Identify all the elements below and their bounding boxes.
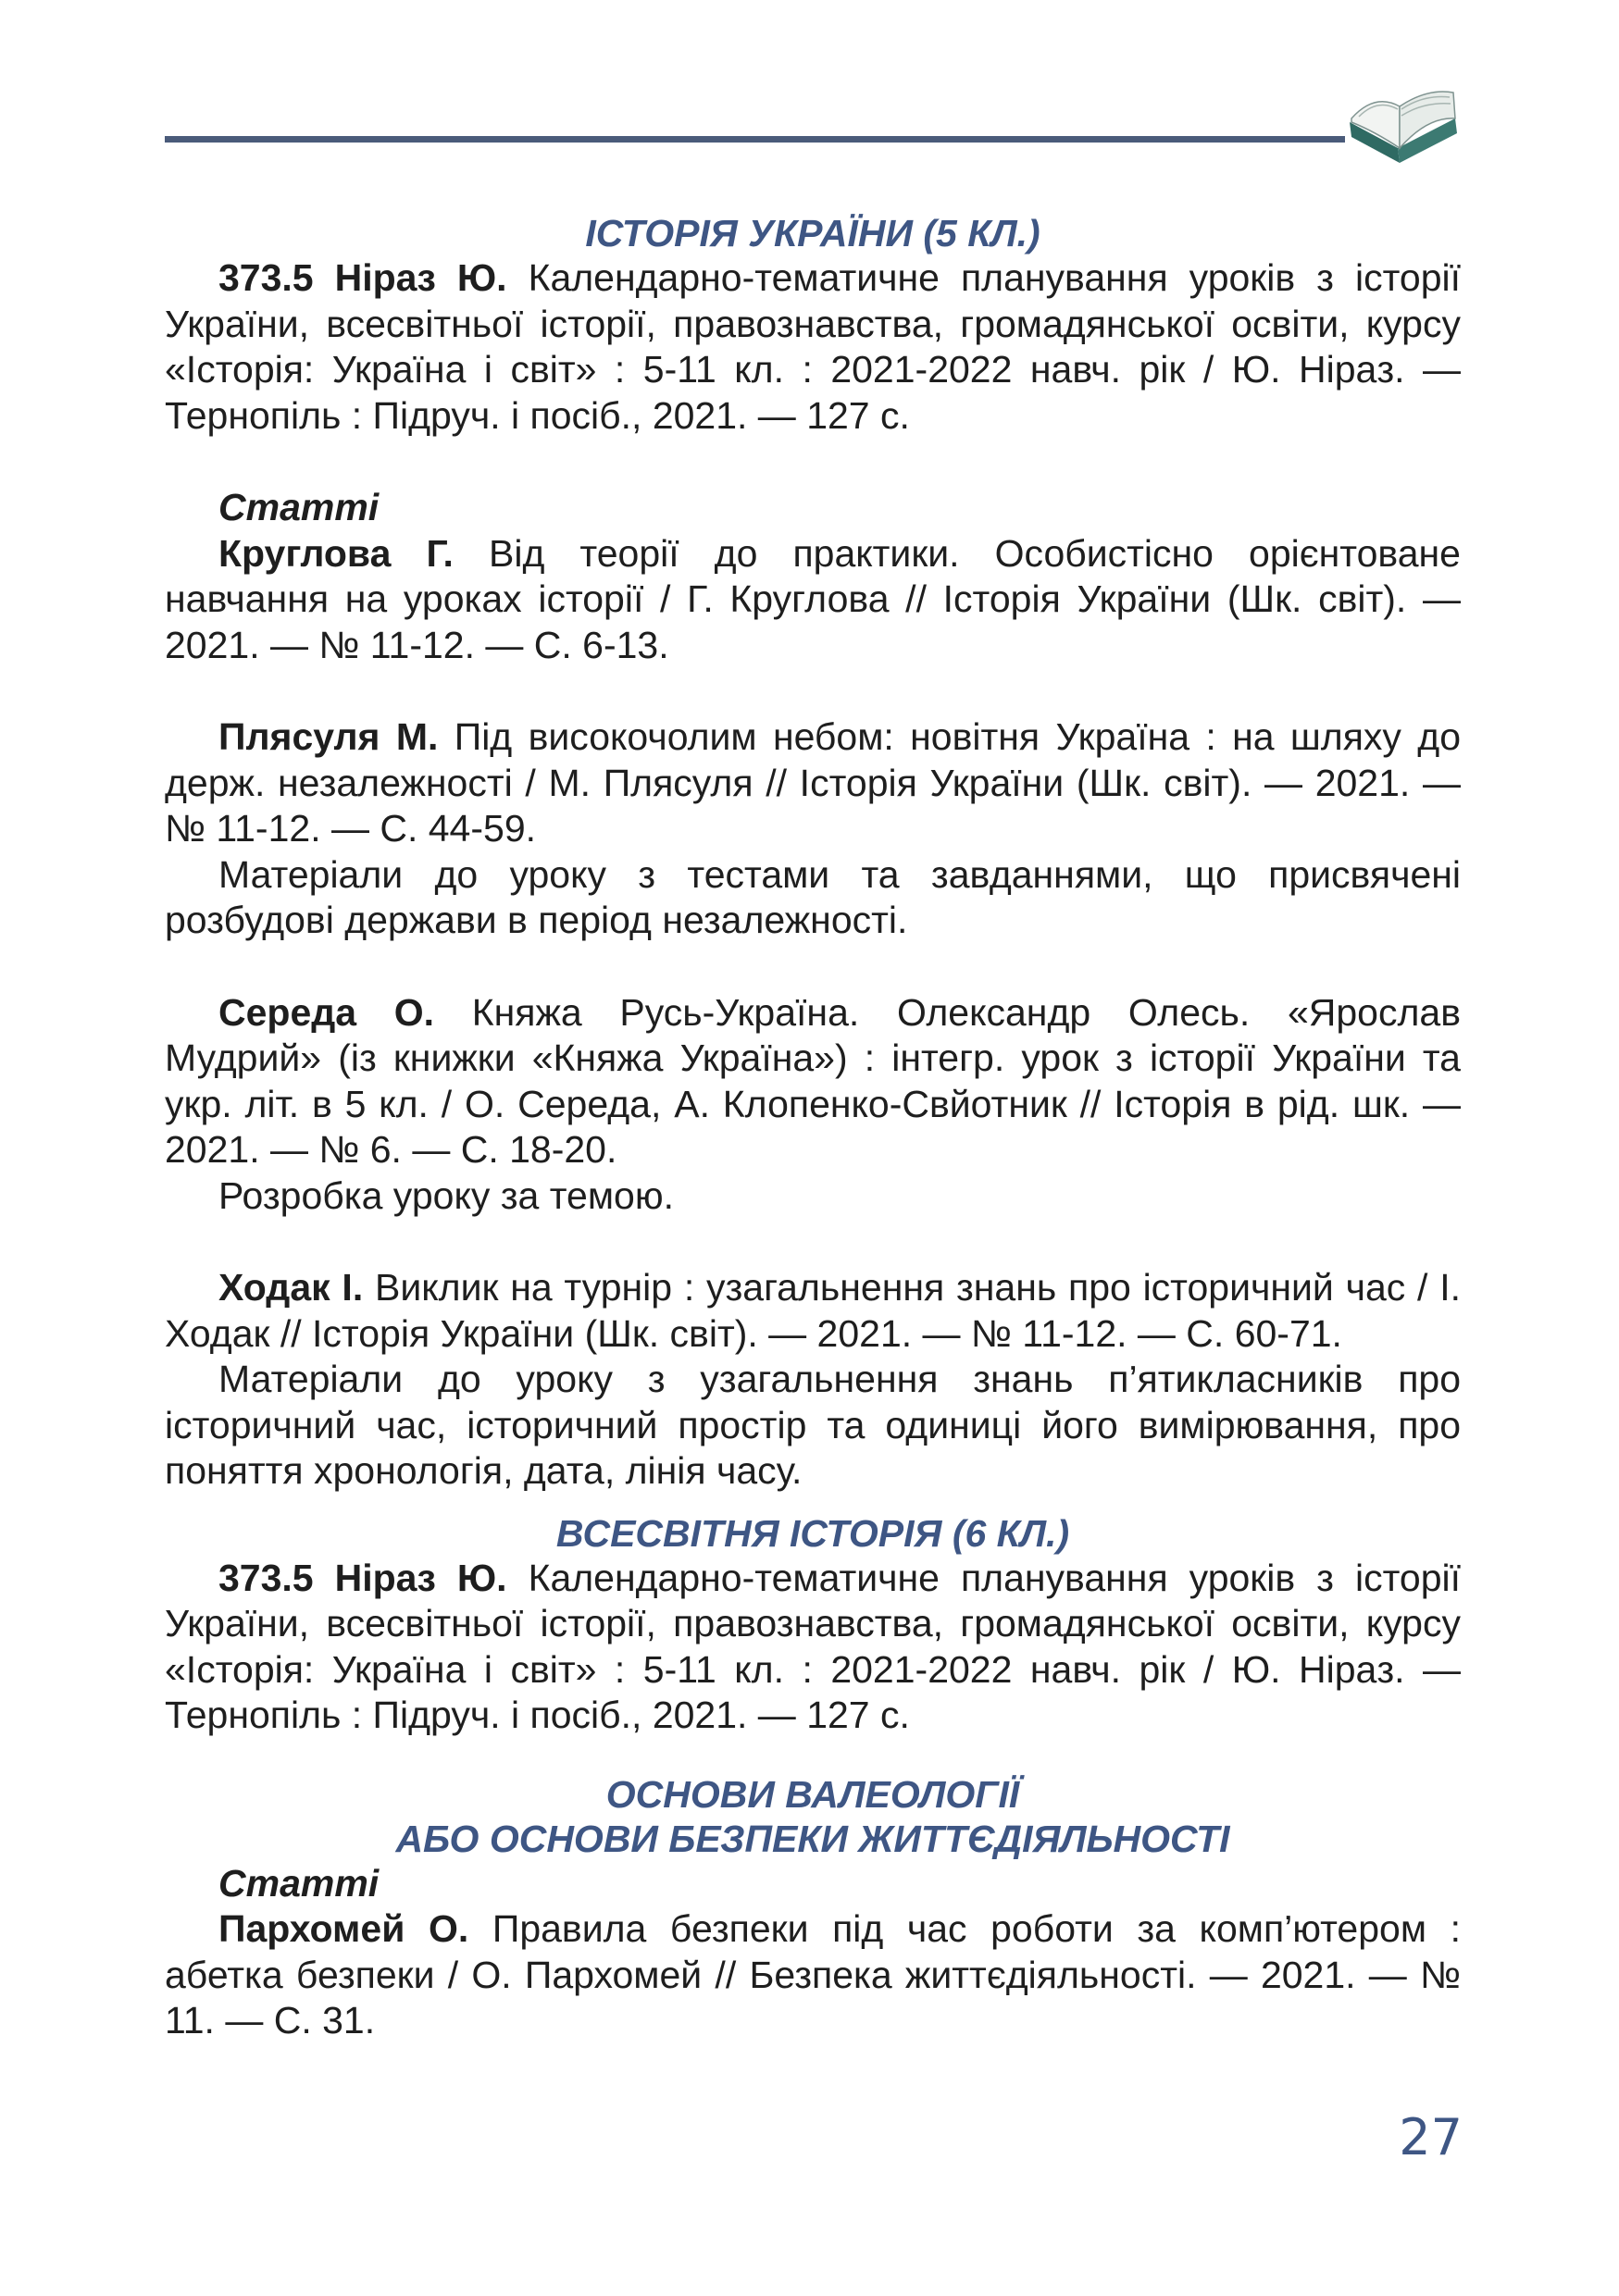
bibliography-entry (165, 1556, 1461, 1739)
entry-annotation: Матеріали до уроку з узагальнення знань п’ятикласників про історичний час, історичний простір та одиниці його вимірювання, про поняття хронологія, дата, лінія часу. (165, 1358, 1461, 1492)
entry-annotation: Матеріали до уроку з тестами та завданнями, що присвячені розбудові держави в період незалежності. (165, 852, 1461, 941)
entry-author: Пархомей О. (218, 1907, 469, 1950)
article-entry (165, 1906, 1461, 2044)
article-entry (165, 531, 1461, 669)
entry-text: Календарно-тематичне планування уроків з історії України, всесвітньої історії, правознавства, громадянської освіти, курсу «Історія: Україна і світ» : 5-11 кл. : 2021-2022 навч. рік / Ю. Нірaз. — Тернопіль : Підруч. і посіб., 2021. — 127 с. (165, 1556, 1462, 1736)
entry-text: Календарно-тематичне планування уроків з історії України, всесвітньої історії, правознавства, громадянської освіти, курсу «Історія: Україна і світ» : 5-11 кл. : 2021-2022 навч. рік / Ю. Нірaз. — Тернопіль : Підруч. і посіб., 2021. — 127 с. (165, 256, 1462, 437)
article-entry (165, 714, 1461, 852)
open-book-icon (1342, 65, 1463, 171)
section-title-life-safety: АБО ОСНОВИ БЕЗПЕКИ ЖИТТЄДІЯЛЬНОСТІ (395, 1817, 1230, 1860)
entry-author: 373.5 Нірaз Ю. (218, 1556, 507, 1599)
entry-author: Плясуля М. (218, 715, 439, 758)
article-entry (165, 990, 1461, 1173)
entry-text: Княжа Русь-Україна. Олександр Олесь. «Ярослав Мудрий» (із книжки «Княжа Україна») : інтегр. урок з історії України та укр. літ. в 5 кл. / О. Середа, А. Клопенко-Свйотник // Історія в рід. шк. — 2021. — № 6. — С. 18-20. (165, 990, 1461, 1171)
entry-text: Від теорії до практики. Особистісно орієнтоване навчання на уроках історії / Г. Круглова // Історія України (Шк. світ). — 2021. — № 11-12. — С. 6-13. (165, 531, 1461, 666)
entry-author: Ходак І. (218, 1266, 364, 1309)
entry-author: Круглова Г. (218, 531, 454, 575)
section-title-world-history: ВСЕСВІТНЯ ІСТОРІЯ (6 КЛ.) (555, 1511, 1070, 1555)
entry-text: Виклик на турнір : узагальнення знань про історичний час / І. Ходак // Історія України (Шк. світ). — 2021. — № 11-12. — С. 60-71. (165, 1266, 1461, 1355)
entry-text: Правила безпеки під час роботи за комп’ютером : абетка безпеки / О. Пархомей // Безпека життєдіяльності. — 2021. — № 11. — С. 31. (165, 1907, 1461, 2042)
section-title-valeology: ОСНОВИ ВАЛЕОЛОГІЇ (605, 1772, 1020, 1816)
entry-author: Середа О. (218, 990, 435, 1034)
header-rule (165, 136, 1345, 143)
page-content (165, 211, 1461, 2044)
bibliography-entry (165, 255, 1461, 439)
entry-text: Під високочолим небом: новітня Україна : на шляху до держ. незалежності / М. Плясуля // Історія України (Шк. світ). — 2021. — № 11-12. — С. 44-59. (165, 715, 1461, 850)
articles-subhead: Статті (218, 486, 380, 528)
entry-annotation: Розробка уроку за темою. (218, 1173, 674, 1217)
article-entry (165, 1265, 1461, 1357)
entry-author: 373.5 Нірaз Ю. (218, 256, 507, 299)
section-title-history-ukraine: ІСТОРІЯ УКРАЇНИ (5 КЛ.) (585, 212, 1040, 254)
page-number: 27 (1399, 2108, 1463, 2166)
articles-subhead: Статті (218, 1861, 380, 1905)
